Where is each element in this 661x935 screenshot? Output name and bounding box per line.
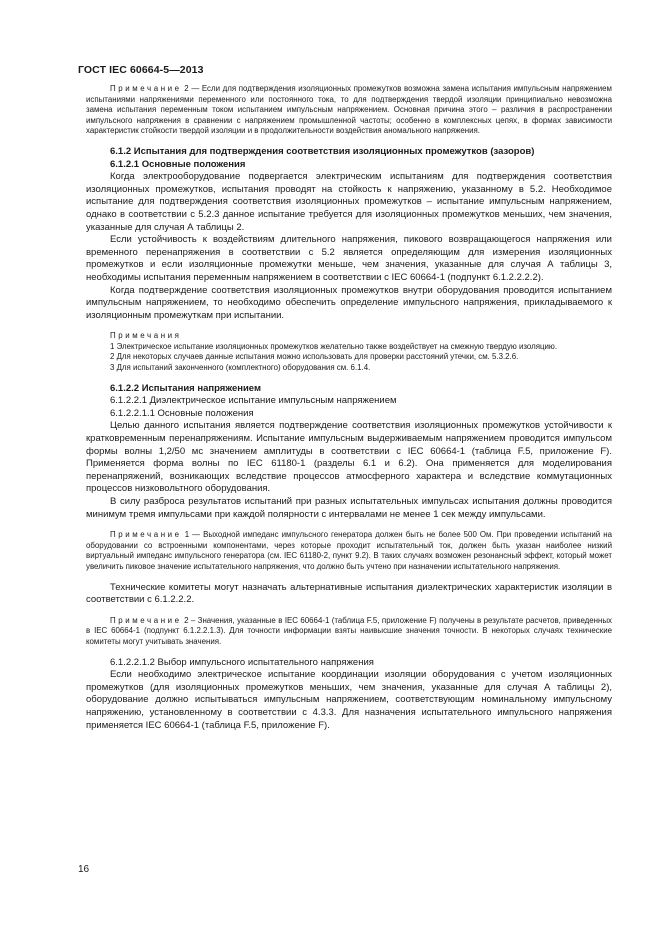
paragraph: Когда подтверждение соответствия изоляционных промежутков внутри оборудования проводится испытанием импульсным напряжением, то необходимо обеспечить определение импульсного напряжения, прикладываемого к изоляционным промежуткам при испытании.	[86, 284, 612, 321]
subsection-heading-612212: 6.1.2.2.1.2 Выбор импульсного испытательного напряжения	[110, 656, 374, 668]
section-heading-612: 6.1.2 Испытания для подтверждения соответствия изоляционных промежутков (зазоров)	[110, 145, 535, 157]
paragraph: Если устойчивость к воздействиям длительного напряжения, пикового возвращающегося напряжения или временного перенапряжения в соответствии с 5.2 является определяющим для измерения изоляционных промежутков и если изоляционные промежутки меньше, чем значения, указанные для случая А таблицы 3, необходимы испытания переменным напряжением в соответствии с IEC 60664-1 (подпункт 6.1.2.2.2.2).	[86, 234, 612, 283]
note-label: Примечание	[110, 615, 182, 625]
paragraph: Если необходимо электрическое испытание координации изоляции оборудования с учетом изоляционных промежутков (для изоляционных промежутков меньших, чем значения, указанные для случая А таблицы 2), оборудование должно испытываться импульсным напряжением, соответствующим номинальному импульсному напряжению, установленному в соответствии с 4.3.3. Для назначения испытательного импульсного напряжения применяется IEC 60664-1 (таблица F.5, приложение F).	[86, 669, 612, 731]
note-item: 2 Для некоторых случаев данные испытания можно использовать для проверки расстояний утечки, см. 5.3.2.6.	[110, 352, 519, 362]
page-content	[86, 84, 612, 732]
subsection-heading-61221: 6.1.2.2.1 Диэлектрическое испытание импульсным напряжением	[110, 395, 397, 407]
note-label: Примечание	[110, 84, 182, 93]
notes-label: Примечания	[110, 331, 182, 341]
note-item: 1 Электрическое испытание изоляционных промежутков желательно также воздействует на смежную твердую изоляцию.	[110, 341, 558, 351]
note-text: 2 — Если для подтверждения изоляционных промежутков возможна замена испытания импульсным напряжением испытаниями напряжениями переменного или постоянного тока, то для подтверждения твердой изоляции принципиально невозможна замена испытания переменным током испытанием импульсным напряжением. Основная причина этого – различия в распространении импульсного напряжения в сравнении с напряжением промышленной частоты; особенно в комплексных цепях, в формах зависимости характеристик стойкости твердой изоляции и в продолжительности воздействия аномального напряжения.	[86, 84, 612, 136]
paragraph: Технические комитеты могут назначать альтернативные испытания диэлектрических характеристик изоляции в соответствии с 6.1.2.2.2.	[86, 581, 612, 606]
page-number: 16	[78, 864, 90, 875]
standard-header: ГОСТ IEC 60664-5—2013	[78, 64, 204, 76]
note-item: 3 Для испытаний законченного (комплектного) оборудования см. 6.1.4.	[110, 363, 371, 373]
note-text: 2 – Значения, указанные в IEC 60664-1 (таблица F.5, приложение F) получены в результате расчетов, приведенных в IEC 60664-1 (подпункт 6.1.2.2.1.3). Для точности информации взяты наивысшие значения точности. В некоторых случаях технические комитеты могут учитывать значения.	[86, 615, 612, 646]
paragraph: Целью данного испытания является подтверждение соответствия изоляционных промежутков устойчивости к кратковременным перенапряжениям. Испытание импульсным выдерживаемым напряжением проводится импульсом формы волны 1,2/50 мс значением амплитуды в соответствии с IEC 60664-1 (таблица F.5, приложение F). Применяется форма волны по IEC 61180-1 (разделы 6.1 и 6.2). Она применяется для моделирования перенапряжений, возникающих вследствие процессов атмосферного характера и вследствие коммутационных процессов низковольтного оборудования.	[86, 420, 612, 495]
subsection-heading-6121: 6.1.2.1 Основные положения	[110, 158, 246, 170]
note-top	[86, 84, 612, 137]
note-text: 1 — Выходной импеданс импульсного генератора должен быть не более 500 Ом. При проведении испытаний на оборудовании со встроенными компонентами, через которые проходит испытательный ток, должен быть указан наиболее низкий виртуальный импеданс импульсного генератора (см. IEC 61180-2, пункт 9.2). В таких случаях возможен резонансный эффект, который может увеличить пиковое значение испытательного напряжения, что должно быть учтено при назначении испытательного напряжения.	[86, 530, 612, 571]
note-values	[86, 616, 612, 648]
subsection-heading-6122: 6.1.2.2 Испытания напряжением	[110, 382, 261, 394]
subsection-heading-612211: 6.1.2.2.1.1 Основные положения	[110, 407, 254, 419]
paragraph: Когда электрооборудование подвергается электрическим испытаниям для подтверждения соответствия изоляционных промежутков, испытания проводят на стойкость к напряжению, указанному в 5.2. Необходимое испытание для подтверждения соответствия изоляционных промежутков – испытание импульсным напряжением, однако в соответствии с 5.2.3 данное испытание требуется для изоляционных промежутков меньших, чем значения, указанные для случая А таблицы 2.	[86, 171, 612, 233]
note-label: Примечание	[110, 530, 182, 540]
paragraph: В силу разброса результатов испытаний при разных испытательных импульсах испытания должны проводится минимум тремя импульсами при каждой полярности с интервалами не менее 1 сек между импульсами.	[86, 496, 612, 520]
note-impulse-generator	[86, 530, 612, 572]
